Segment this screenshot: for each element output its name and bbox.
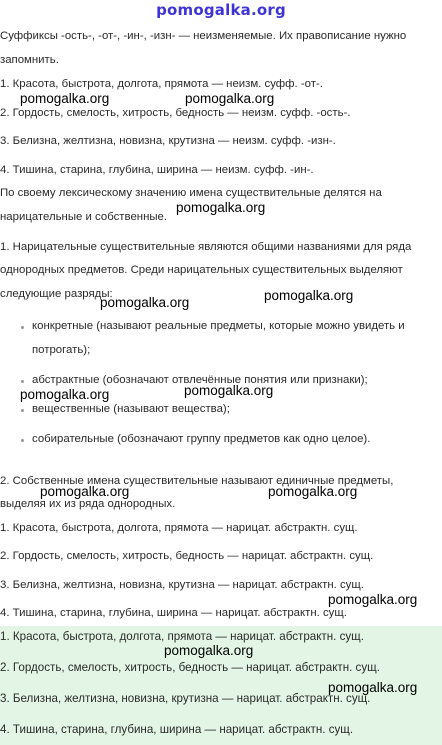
- category-material: вещественные (называют вещества);: [32, 403, 230, 415]
- proper-line-2: выделяя их из ряда однородных.: [0, 498, 176, 510]
- category-collective: собирательные (обозначают группу предметов как одно целое).: [32, 433, 371, 445]
- watermark: pomogalka.org: [184, 383, 274, 398]
- bullet-dot: [21, 326, 24, 329]
- common-line-2: однородных предметов. Среди нарицательных существительных выделяют: [0, 264, 403, 276]
- example-2: 2. Гордость, смелость, хитрость, бедность — нарицат. абстрактн. сущ.: [0, 550, 374, 562]
- meaning-line-2: нарицательные и собственные.: [0, 211, 168, 223]
- watermark: pomogalka.org: [328, 592, 418, 607]
- watermark: pomogalka.org: [264, 288, 354, 303]
- rule-3: 3. Белизна, желтизна, новизна, крутизна — неизм. суфф. -изн-.: [0, 135, 336, 147]
- category-concrete-line-2: потрогать);: [32, 344, 91, 356]
- watermark: pomogalka.org: [328, 680, 418, 695]
- category-abstract: абстрактные (обозначают отвлечённые понятия или признаки);: [32, 374, 368, 386]
- answer-3: 3. Белизна, желтизна, новизна, крутизна — нарицат. абстрактн. сущ.: [0, 692, 371, 705]
- bullet-dot: [21, 409, 24, 412]
- watermark: pomogalka.org: [20, 387, 110, 402]
- example-1: 1. Красота, быстрота, долгота, прямота — нарицат. абстрактн. сущ.: [0, 522, 358, 534]
- common-line-1: 1. Нарицательные существительные являются общими названиями для ряда: [0, 241, 412, 253]
- answer-2: 2. Гордость, смелость, хитрость, бедность — нарицат. абстрактн. сущ.: [0, 661, 380, 674]
- watermark: pomogalka.org: [268, 484, 358, 499]
- meaning-line-1: По своему лексическому значению имена существительные делятся на: [0, 187, 382, 199]
- watermark: pomogalka.org: [100, 295, 190, 310]
- watermark: pomogalka.org: [164, 643, 254, 658]
- rule-1: 1. Красота, быстрота, долгота, прямота — неизм. суфф. -от-.: [0, 78, 323, 90]
- category-concrete-line-1: конкретные (называют реальные предметы, которые можно увидеть и: [32, 320, 405, 332]
- rule-2: 2. Гордость, смелость, хитрость, бедность — неизм. суфф. -ость-.: [0, 107, 351, 119]
- common-line-3: следующие разряды:: [0, 288, 113, 300]
- rule-4: 4. Тишина, старина, глубина, ширина — неизм. суфф. -ин-.: [0, 164, 314, 176]
- example-4: 4. Тишина, старина, глубина, ширина — нарицат. абстрактн. сущ.: [0, 607, 347, 619]
- watermark: pomogalka.org: [176, 200, 266, 215]
- watermark: pomogalka.org: [40, 484, 130, 499]
- bullet-dot: [21, 439, 24, 442]
- site-logo: pomogalka.org: [156, 1, 286, 19]
- intro-line-2: запомнить.: [0, 54, 59, 66]
- bullet-dot: [21, 380, 24, 383]
- example-3: 3. Белизна, желтизна, новизна, крутизна — нарицат. абстрактн. сущ.: [0, 579, 364, 591]
- proper-line-1: 2. Собственные имена существительные называют единичные предметы,: [0, 475, 394, 487]
- answer-1: 1. Красота, быстрота, долгота, прямота — нарицат. абстрактн. сущ.: [0, 630, 364, 643]
- watermark: pomogalka.org: [185, 91, 275, 106]
- intro-line-1: Суффиксы -ость-, -от-, -ин-, -изн- — неизменяемые. Их правописание нужно: [0, 30, 407, 42]
- watermark: pomogalka.org: [20, 91, 110, 106]
- answer-4: 4. Тишина, старина, глубина, ширина — нарицат. абстрактн. сущ.: [0, 723, 354, 736]
